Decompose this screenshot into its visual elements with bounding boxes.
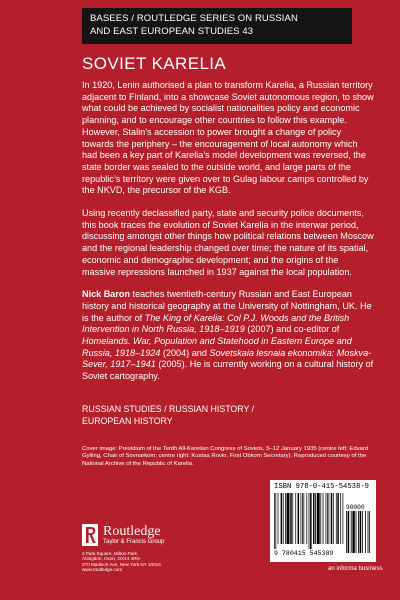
barcode-bar [310,493,311,549]
price-addon-barcode-icon [346,511,370,558]
blurb [82,80,374,393]
barcode-bar [356,511,357,553]
barcode-bar [346,511,347,553]
barcode-bar [301,493,302,544]
publisher-address [82,551,222,573]
barcode-icon [274,493,344,549]
price-addon-digits: 90000 [346,504,365,511]
barcode-bar [278,493,279,544]
bio-text-1: teaches twentieth-century Russian and East European history and historical geography at the University of Nottingham, UK. He is the author of [82,289,372,323]
subject-line-2: EUROPEAN HISTORY [82,415,173,426]
barcode-bar [365,511,366,553]
barcode-bar [274,493,275,549]
barcode-bar [337,493,338,544]
bio-book-1: The King of Karelia: Col P.J. Woods and the British Intervention in North Russia, 1918–1919 [82,312,350,335]
author-name: Nick Baron [82,289,131,300]
barcode-bar [336,493,337,544]
publisher-group: Taylor & Francis Group [103,539,165,545]
publisher-logo [82,520,182,550]
barcode-bar [368,511,369,553]
subject-categories [82,404,374,427]
address-line: 270 Madison Ave, New York NY 10016 [82,561,161,567]
series-line-1: BASEES / ROUTLEDGE SERIES ON RUSSIAN [90,13,298,24]
barcode-bar [302,493,303,544]
blurb-paragraph-1: In 1920, Lenin authorised a plan to transform Karelia, a Russian territory adjacent to Finland, into a showcase Soviet autonomous region, to show what could be achieved by socialist nationalities policy and economic planning, and to encourage other countries to follow this example. However, Stalin’s accession to power brought a change of policy towards the periphery – the encouragement of local autonomy which had been a key part of Karelia’s model development was reversed, the state border was sealed to the outside world, and large parts of the republic’s territory were given over to Gulag labour camps controlled by the NKVD, the precursor of the KGB. [82,80,374,196]
isbn-barcode-box [270,480,376,562]
barcode-bar [313,493,314,544]
bio-text-3: (2004) and [160,347,210,358]
bio-book-3: Sovetskaia lesnaia ekonomika: Moskva-Sever, 1917–1941 [82,347,372,370]
barcode-bar [360,511,362,553]
barcode-bar [326,493,327,544]
barcode-bar [309,493,310,549]
barcode-bar [320,493,321,544]
barcode-bar [351,511,352,553]
publisher-name: Routledge [103,524,161,539]
barcode-bar [275,493,276,549]
series-line-2: AND EAST EUROPEAN STUDIES 43 [90,25,254,37]
barcode-bar [298,493,299,544]
barcode-bar [362,511,363,553]
barcode-bar [287,493,290,544]
barcode-bar [295,493,296,544]
barcode-bar [333,493,334,544]
barcode-bar [329,493,330,544]
bio-text-4: (2005). He is currently working on a cultural history of Soviet cartography. [82,359,374,382]
barcode-bar [369,511,370,553]
publisher-website: www.routledge.com [82,567,123,573]
barcode-bar [285,493,286,544]
barcode-bar [281,493,282,544]
isbn-label: ISBN 978-0-415-54538-9 [274,483,369,491]
barcode-bar [315,493,316,544]
address-line: Abingdon, Oxon, OX14 4RN [82,556,140,562]
barcode-bar [292,493,293,544]
barcode-bar [343,493,344,544]
blurb-paragraph-2: Using recently declassified party, state and security police documents, this book traces the evolution of Soviet Karelia in the interwar period, discussing amongst other things how political relations between Moscow and the regional leadership changed over time; the nature of its spatial, economic and demographic development; and the origins of the massive repressions launched in 1937 against the local population. [82,208,374,277]
barcode-bar [358,511,359,553]
subject-line-1: RUSSIAN STUDIES / RUSSIAN HISTORY / [82,404,255,414]
barcode-bar [306,493,307,544]
barcode-bar [352,511,354,553]
barcode-bar [331,493,332,544]
barcode-bar [283,493,284,544]
book-title: SOVIET KARELIA [82,54,227,73]
bio-book-2: Homelands. War, Population and Statehood in Eastern Europe and Russia, 1918–1924 [82,336,352,358]
barcode-bar [327,493,328,544]
address-line: 2 Park Square, Milton Park, [82,551,139,556]
barcode-bar [340,493,341,544]
routledge-r-logo-icon [82,524,98,546]
author-bio [82,289,374,383]
barcode-bar [317,493,320,544]
barcode-digits: 9 780415 545389 [274,550,334,557]
barcode-bar [323,493,324,544]
barcode-bar [290,493,291,544]
series-banner [82,8,352,44]
bio-text-2: (2007) and co-editor of [244,324,340,335]
barcode-bar [303,493,304,544]
barcode-bar [348,511,350,553]
cover-image-credit: Cover image: Presidium of the Tenth All-Karelian Congress of Soviets, 5–12 January 1935 (centre left: Edvard Gylling, Chair of Sovnarkom; centre right: Kustaa Rovio, First Obkom Secretary). Reproduced courtesy of the National Archive of the Republic of Karelia. [82,446,369,467]
informa-tagline: an informa business [328,565,383,572]
